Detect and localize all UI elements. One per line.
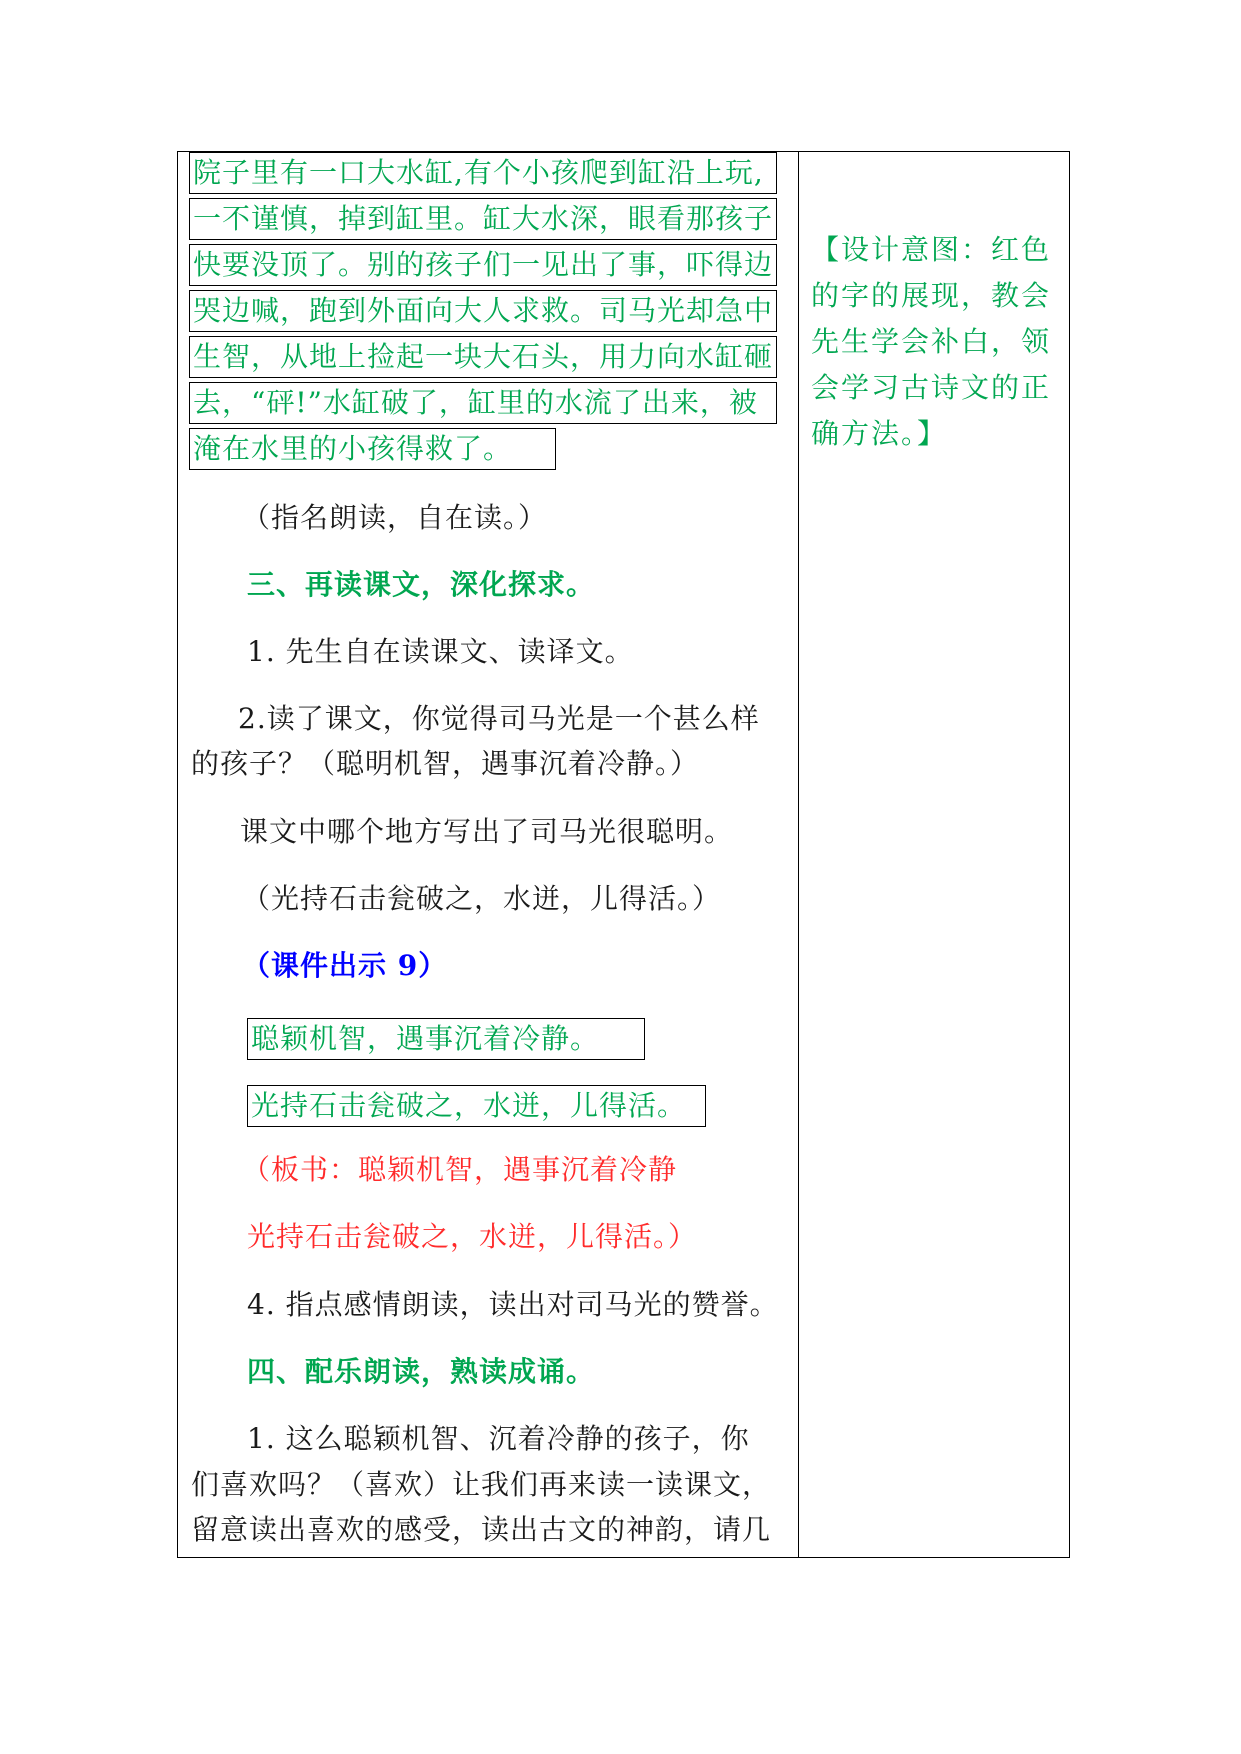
passage-line: 哭边喊，跑到外面向大人求救。司马光却急中 [193, 294, 774, 327]
step-final-line-2: 们喜欢吗？（喜欢）让我们再来读一读课文， [191, 1468, 772, 1501]
passage-line: 院子里有一口大水缸,有个小孩爬到缸沿上玩, [193, 156, 764, 189]
step-final-line-1: 1. 这么聪颖机智、沉着冷静的孩子，你 [247, 1422, 750, 1455]
design-intent-column [799, 152, 1069, 1557]
reading-note: （指名朗读，自在读。） [242, 501, 548, 534]
section-heading-4: 四、配乐朗读，熟读成诵。 [247, 1355, 596, 1388]
design-intent-note: 【设计意图：红色的字的展现，教会先生学会补白，领会学习古诗文的正确方法。】 [811, 233, 1052, 450]
lesson-plan-table [177, 151, 1070, 1558]
step-final-line-3: 留意读出喜欢的感受，读出古文的神韵，请几 [191, 1513, 772, 1546]
answer-text: （光持石击瓮破之，水迸，儿得活。） [242, 882, 722, 915]
section-heading-3: 三、再读课文，深化探求。 [247, 568, 596, 601]
step-2-line-1: 2.读了课文，你觉得司马光是一个甚么样 [238, 702, 760, 735]
board-note-line-1: （板书：聪颖机智，遇事沉着冷静 [242, 1153, 678, 1186]
quote-text: 光持石击瓮破之，水迸，儿得活。 [251, 1089, 687, 1122]
summary-text: 聪颖机智，遇事沉着冷静。 [251, 1022, 600, 1055]
passage-line: 生智，从地上捡起一块大石头，用力向水缸砸 [193, 340, 774, 373]
step-1: 1. 先生自在读课文、读译文。 [247, 635, 634, 668]
passage-line: 淹在水里的小孩得救了。 [193, 432, 513, 465]
step-2-line-2: 的孩子？（聪明机智，遇事沉着冷静。） [191, 747, 700, 780]
board-note-line-2: 光持石击瓮破之，水迸，儿得活。） [247, 1220, 698, 1253]
courseware-note: （课件出示 9） [242, 949, 448, 982]
passage-line: 去，“砰!”水缸破了，缸里的水流了出来，被 [193, 386, 758, 419]
passage-line: 一不谨慎，掉到缸里。缸大水深，眼看那孩子 [193, 202, 774, 235]
question-text: 课文中哪个地方写出了司马光很聪明。 [240, 815, 734, 848]
step-4: 4. 指点感情朗读，读出对司马光的赞誉。 [247, 1288, 779, 1321]
passage-line: 快要没顶了。别的孩子们一见出了事，吓得边 [193, 248, 774, 281]
lesson-content-column [178, 152, 798, 1557]
